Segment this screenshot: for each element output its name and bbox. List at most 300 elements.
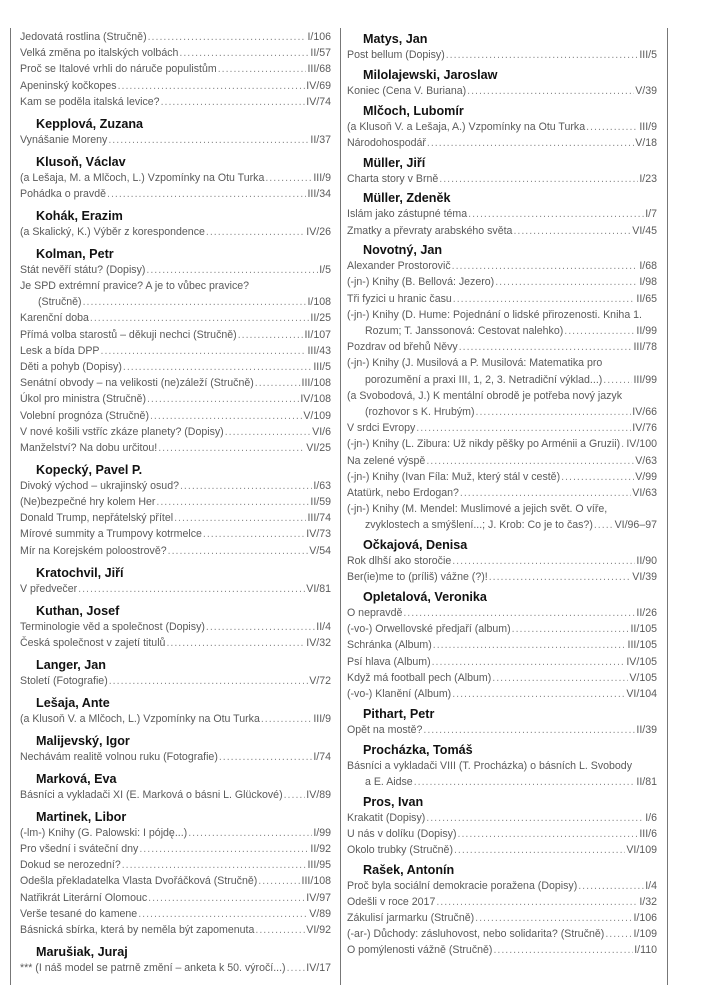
leader-dots xyxy=(179,45,309,61)
entry-title: Divoký východ – ukrajinský osud? xyxy=(20,479,179,492)
page-reference: I/98 xyxy=(639,276,657,289)
author-heading: Kopecký, Pavel P. xyxy=(36,462,143,477)
leader-dots xyxy=(158,440,305,456)
index-entry-line xyxy=(347,307,657,323)
entry-title: (a Klusoň V. a Mlčoch, L.) Vzpomínky na Otu Turka xyxy=(20,712,260,725)
page-reference: II/57 xyxy=(310,47,331,60)
leader-dots xyxy=(148,29,307,45)
index-entry-line xyxy=(347,670,657,686)
page-reference: VI/109 xyxy=(626,843,657,856)
leader-dots xyxy=(188,825,312,841)
index-entry-line xyxy=(347,926,657,942)
entry-title: (-vo-) Klanění (Album) xyxy=(347,687,452,700)
index-entry-line xyxy=(20,78,331,94)
index-entry-line xyxy=(20,170,331,186)
leader-dots xyxy=(206,619,315,635)
page-reference: III/5 xyxy=(313,361,331,373)
index-entry-line xyxy=(347,517,657,533)
index-entry-line xyxy=(20,825,331,841)
leader-dots xyxy=(453,291,636,307)
leader-dots xyxy=(403,605,635,621)
leader-dots xyxy=(452,553,635,569)
page-reference: IV/100 xyxy=(626,438,657,451)
index-entry-line xyxy=(347,388,657,404)
entry-title: a E. Aidse xyxy=(365,775,413,788)
leader-dots xyxy=(426,453,634,469)
index-entry-line xyxy=(20,526,331,542)
index-entry-line xyxy=(20,186,331,202)
author-heading: Procházka, Tomáš xyxy=(363,742,473,757)
index-entry-line xyxy=(347,553,657,569)
leader-dots xyxy=(605,926,632,942)
leader-dots xyxy=(218,61,307,77)
index-entry-line xyxy=(20,45,331,61)
entry-title: V nové košili vstříc zkáze planety? (Dopisy) xyxy=(20,425,224,438)
index-entry-line xyxy=(347,774,657,790)
entry-title: Když má football pech (Album) xyxy=(347,671,492,684)
page-reference: I/74 xyxy=(313,750,331,763)
entry-title: (-jn-) Knihy (M. Mendel: Muslimové a jejich svět. O víře, xyxy=(347,503,608,516)
entry-title: O pomýlenosti vážně (Stručně) xyxy=(347,944,493,957)
leader-dots xyxy=(564,323,635,339)
index-entry-line xyxy=(20,890,331,906)
index-entry-line xyxy=(20,278,331,294)
leader-dots xyxy=(427,135,634,151)
entry-title: Zmatky a převraty arabského světa xyxy=(347,224,513,237)
leader-dots xyxy=(107,186,306,202)
column-content xyxy=(340,28,667,959)
leader-dots xyxy=(203,526,305,542)
index-entry-line xyxy=(20,841,331,857)
entry-title: Pozdrav od břehů Něvy xyxy=(347,341,458,354)
index-entry-line xyxy=(347,686,657,702)
entry-title: Karenční doba xyxy=(20,312,89,325)
index-entry-line xyxy=(20,581,331,597)
index-entry-line xyxy=(20,619,331,635)
index-entry-line xyxy=(347,339,657,355)
entry-title: Schránka (Album) xyxy=(347,639,432,652)
entry-title: (Stručně) xyxy=(38,296,82,309)
entry-title: zvyklostech a smýšlení...; J. Krob: Co je to čas?) xyxy=(365,519,593,532)
page-reference: IV/76 xyxy=(632,422,657,435)
leader-dots xyxy=(139,841,309,857)
page-reference: VI/96–97 xyxy=(614,519,657,532)
index-entry-line xyxy=(20,906,331,922)
leader-dots xyxy=(122,857,307,873)
entry-title: Terminologie věd a společnost (Dopisy) xyxy=(20,620,205,633)
page-reference: II/92 xyxy=(310,842,331,855)
leader-dots xyxy=(161,94,306,110)
author-heading: Očkajová, Denisa xyxy=(363,538,468,553)
index-entry-line xyxy=(347,355,657,371)
page-reference: III/6 xyxy=(639,827,657,840)
leader-dots xyxy=(512,621,630,637)
entry-title: Alexander Prostorovič xyxy=(347,260,451,273)
author-heading: Pithart, Petr xyxy=(363,706,435,721)
leader-dots xyxy=(287,960,306,976)
index-entry-line xyxy=(20,494,331,510)
leader-dots xyxy=(495,274,638,290)
index-entry-line xyxy=(347,291,657,307)
entry-title: Básnická sbírka, která by neměla být zapomenuta xyxy=(20,923,255,936)
page-reference: III/9 xyxy=(313,712,331,725)
leader-dots xyxy=(83,294,307,310)
leader-dots xyxy=(150,408,302,424)
author-heading: Kepplová, Zuzana xyxy=(36,116,144,131)
index-entry-line xyxy=(347,758,657,774)
leader-dots xyxy=(146,262,318,278)
entry-title: (-jn-) Knihy (D. Hume: Pojednání o lidské přirozenosti. Kniha 1. xyxy=(347,308,642,321)
entry-title: Odešli v roce 2017 xyxy=(347,895,436,908)
page-reference: V/39 xyxy=(635,84,657,97)
entry-title: Rok dlhší ako storočie xyxy=(347,555,452,568)
page-reference: I/106 xyxy=(633,912,657,925)
index-entry-line xyxy=(20,132,331,148)
entry-title: Básníci a vykladači XI (E. Marková o básni L. Glückové) xyxy=(20,788,283,801)
index-entry-line xyxy=(20,294,331,310)
index-entry-line xyxy=(347,826,657,842)
entry-title: Kam se poděla italská levice? xyxy=(20,95,160,108)
index-entry-line xyxy=(20,375,331,391)
index-entry-line xyxy=(20,749,331,765)
leader-dots xyxy=(255,375,301,391)
index-entry-line xyxy=(20,673,331,689)
page-reference: VI/63 xyxy=(632,486,657,499)
index-entry-line xyxy=(20,922,331,938)
page-reference: II/26 xyxy=(636,607,657,620)
page-reference: I/68 xyxy=(639,260,657,273)
page-reference: III/105 xyxy=(627,639,657,652)
index-entry-line xyxy=(347,135,657,151)
page-reference: I/7 xyxy=(645,208,657,221)
leader-dots xyxy=(168,543,309,559)
page-reference: III/5 xyxy=(639,49,657,61)
page-reference: V/109 xyxy=(303,409,331,422)
page-reference: I/5 xyxy=(319,263,331,276)
entry-title: Donald Trump, nepřátelský přítel xyxy=(20,512,174,525)
entry-title: Zákulisí jarmarku (Stručně) xyxy=(347,912,475,925)
page-reference: III/68 xyxy=(307,63,331,76)
leader-dots xyxy=(414,774,636,790)
leader-dots xyxy=(476,404,632,420)
page-reference: IV/69 xyxy=(306,79,331,92)
entry-title: (-jn-) Knihy (B. Bellová: Jezero) xyxy=(347,276,495,289)
leader-dots xyxy=(446,47,639,63)
entry-title: (-lm-) Knihy (G. Palowski: I pójdę...) xyxy=(20,826,188,839)
entry-title: Mírové summity a Trumpovy kotrmelce xyxy=(20,528,202,541)
index-entry-line xyxy=(20,510,331,526)
index-entry-line xyxy=(20,224,331,240)
leader-dots xyxy=(467,83,634,99)
index-entry-line xyxy=(347,436,657,452)
leader-dots xyxy=(255,922,305,938)
entry-title: (rozhovor s K. Hrubým) xyxy=(365,405,475,418)
entry-title: (-vo-) Orwellovské předjaří (album) xyxy=(347,623,511,636)
leader-dots xyxy=(225,424,311,440)
index-entry-line xyxy=(347,637,657,653)
leader-dots xyxy=(475,910,632,926)
entry-title: Vynášanie Moreny xyxy=(20,133,108,146)
entry-title: Velká změna po italských volbách xyxy=(20,47,179,60)
leader-dots xyxy=(265,170,312,186)
index-entry-line xyxy=(347,323,657,339)
entry-title: (-jn-) Knihy (J. Musilová a P. Musilová: Matematika pro xyxy=(347,357,603,370)
page-reference: II/90 xyxy=(636,555,657,568)
entry-title: Století (Fotografie) xyxy=(20,674,108,687)
leader-dots xyxy=(156,494,309,510)
page-reference: IV/97 xyxy=(306,891,331,904)
index-entry-line xyxy=(347,878,657,894)
entry-title: Volební prognóza (Stručně) xyxy=(20,409,149,422)
entry-title: Česká společnost v zajetí titulů xyxy=(20,636,166,649)
index-entry-line xyxy=(347,420,657,436)
page-reference: I/4 xyxy=(645,879,657,892)
index-entry-line xyxy=(347,171,657,187)
entry-title: Opět na mostě? xyxy=(347,723,423,736)
author-heading: Kohák, Erazim xyxy=(36,208,123,223)
entry-title: *** (I náš model se patrně změní – anketa k 50. výročí...) xyxy=(20,961,286,974)
leader-dots xyxy=(118,78,306,94)
entry-title: V srdci Evropy xyxy=(347,422,416,435)
entry-title: Na zelené výspě xyxy=(347,454,426,467)
page-reference: IV/26 xyxy=(306,225,331,238)
index-entry-line xyxy=(347,258,657,274)
page-reference: VI/92 xyxy=(306,923,331,936)
page-reference: II/105 xyxy=(630,623,657,636)
leader-dots xyxy=(166,635,305,651)
page-reference: III/34 xyxy=(307,187,331,200)
page-reference: II/39 xyxy=(636,723,657,736)
entry-title: (-ar-) Důchody: zásluhovost, nebo solidarita? (Stručně) xyxy=(347,928,605,941)
page-reference: V/63 xyxy=(635,454,657,467)
index-entry-line xyxy=(20,262,331,278)
index-entry-line xyxy=(347,469,657,485)
page-reference: VI/6 xyxy=(312,425,331,438)
leader-dots xyxy=(432,654,626,670)
entry-title: Jedovatá rostlina (Stručně) xyxy=(20,31,147,43)
entry-title: Stát nevěří státu? (Dopisy) xyxy=(20,263,146,276)
leader-dots xyxy=(219,749,312,765)
leader-dots xyxy=(439,171,638,187)
leader-dots xyxy=(458,826,639,842)
leader-dots xyxy=(452,258,639,274)
author-heading: Pros, Ivan xyxy=(363,794,424,809)
entry-title: (a Klusoň V. a Lešaja, A.) Vzpomínky na Otu Turka xyxy=(347,120,586,133)
author-heading: Opletalová, Veronika xyxy=(363,590,487,605)
author-heading: Marková, Eva xyxy=(36,771,117,786)
entry-title: Tři fyzici u hranic času xyxy=(347,292,452,305)
entry-title: Lesk a bída DPP xyxy=(20,344,100,357)
entry-title: (-jn-) Knihy (Ivan Fíla: Muž, který stál v cestě) xyxy=(347,470,561,483)
page-reference: IV/89 xyxy=(306,788,331,801)
page-reference: III/9 xyxy=(639,120,657,133)
author-heading: Malijevský, Igor xyxy=(36,733,130,748)
index-entry-line xyxy=(20,310,331,326)
author-heading: Matys, Jan xyxy=(363,32,428,46)
page-reference: VI/81 xyxy=(306,582,331,595)
leader-dots xyxy=(423,722,635,738)
page-reference: V/89 xyxy=(309,907,331,920)
index-entry-line xyxy=(20,408,331,424)
index-entry-line xyxy=(347,942,657,958)
entry-title: Apeninský kočkopes xyxy=(20,79,117,92)
page-reference: I/106 xyxy=(307,31,331,43)
leader-dots xyxy=(460,485,631,501)
index-entry-line xyxy=(347,206,657,222)
page-reference: II/81 xyxy=(636,775,657,788)
index-entry-line xyxy=(347,83,657,99)
index-entry-line xyxy=(20,391,331,407)
page-reference: I/110 xyxy=(634,944,657,957)
leader-dots xyxy=(416,420,631,436)
entry-title: Děti a pohyb (Dopisy) xyxy=(20,361,122,373)
author-heading: Kolman, Petr xyxy=(36,246,114,261)
page-reference: V/54 xyxy=(309,544,331,557)
entry-title: Atatürk, nebo Erdogan? xyxy=(347,486,459,499)
entry-title: Dokud se nerozední? xyxy=(20,859,121,872)
entry-title: Manželství? Na dobu určitou! xyxy=(20,441,158,454)
page-reference: V/99 xyxy=(635,470,657,483)
author-heading: Kuthan, Josef xyxy=(36,603,120,618)
entry-title: Psí hlava (Album) xyxy=(347,655,431,668)
author-heading: Milolajewski, Jaroslaw xyxy=(363,67,498,82)
page-reference: IV/66 xyxy=(632,405,657,418)
page-reference: I/23 xyxy=(639,172,657,185)
page-reference: IV/17 xyxy=(306,961,331,974)
entry-title: Proč se Italové vrhli do náruče populistům xyxy=(20,63,217,76)
page-reference: VI/25 xyxy=(306,441,331,454)
page-reference: III/9 xyxy=(313,171,331,184)
leader-dots xyxy=(101,343,307,359)
page-reference: VI/45 xyxy=(632,224,657,237)
leader-dots xyxy=(206,224,305,240)
leader-dots xyxy=(138,906,308,922)
entry-title: Pohádka o pravdě xyxy=(20,187,106,200)
index-entry-line xyxy=(347,810,657,826)
entry-title: Rozum; T. Janssonová: Cestovat nalehko) xyxy=(365,325,564,338)
index-entry-line xyxy=(20,857,331,873)
leader-dots xyxy=(284,787,306,803)
page-reference: III/108 xyxy=(301,875,331,888)
leader-dots xyxy=(621,436,625,452)
leader-dots xyxy=(78,581,305,597)
entry-title: Odešla překladatelka Vlasta Dvořáčková (Stručně) xyxy=(20,875,258,888)
index-entry-line xyxy=(20,635,331,651)
leader-dots xyxy=(174,510,306,526)
leader-dots xyxy=(238,327,304,343)
page-reference: II/99 xyxy=(636,325,657,338)
entry-title: (Ne)bezpečné hry kolem Her xyxy=(20,496,156,509)
index-entry-line xyxy=(347,274,657,290)
page-reference: III/74 xyxy=(307,512,331,525)
entry-title: Proč byla sociální demokracie poražena (Dopisy) xyxy=(347,879,578,892)
page-reference: III/43 xyxy=(307,344,331,357)
page-reference: II/4 xyxy=(316,620,331,633)
entry-title: (a Svobodová, J.) K mentální obrodě je potřeba nový jazyk xyxy=(347,389,623,402)
page-reference: I/108 xyxy=(307,296,331,309)
leader-dots xyxy=(452,686,625,702)
entry-title: Přímá volba starostů – děkuji nechci (Stručně) xyxy=(20,328,237,341)
index-entry-line xyxy=(347,910,657,926)
index-entry-line xyxy=(347,404,657,420)
page-reference: IV/73 xyxy=(306,528,331,541)
leader-dots xyxy=(468,206,644,222)
index-column-left xyxy=(10,28,341,985)
leader-dots xyxy=(493,942,633,958)
index-entry-line xyxy=(347,894,657,910)
page-reference: IV/74 xyxy=(306,95,331,108)
entry-title: Národohospodář xyxy=(347,136,426,149)
entry-title: Nechávám realitě volnou ruku (Fotografie) xyxy=(20,750,218,763)
leader-dots xyxy=(148,890,305,906)
entry-title: U nás v dolíku (Dopisy) xyxy=(347,827,457,840)
page-reference: I/6 xyxy=(645,811,657,824)
author-heading: Mlčoch, Lubomír xyxy=(363,103,464,118)
index-entry-line xyxy=(347,119,657,135)
leader-dots xyxy=(90,310,309,326)
page-reference: II/107 xyxy=(304,328,331,341)
leader-dots xyxy=(123,359,312,375)
leader-dots xyxy=(489,569,632,585)
entry-title: (-jn-) Knihy (L. Zibura: Už nikdy pěšky po Arménii a Gruzii) xyxy=(347,438,621,451)
entry-title: Natřikrát Literární Olomouc xyxy=(20,891,148,904)
index-entry-line xyxy=(347,654,657,670)
index-entry-line xyxy=(20,424,331,440)
leader-dots xyxy=(459,339,633,355)
index-entry-line xyxy=(20,478,331,494)
index-entry-line xyxy=(20,343,331,359)
index-entry-line xyxy=(347,569,657,585)
entry-title: Islám jako zástupné téma xyxy=(347,208,468,221)
page-reference: II/65 xyxy=(636,292,657,305)
entry-title: Ber(ie)me to (príliš) vážne (?)! xyxy=(347,571,488,584)
entry-title: Pro všední i sváteční dny xyxy=(20,842,139,855)
author-heading: Langer, Jan xyxy=(36,657,106,672)
index-entry-line xyxy=(20,543,331,559)
entry-title: Verše tesané do kamene xyxy=(20,907,138,920)
page-reference: II/37 xyxy=(310,133,331,146)
leader-dots xyxy=(261,711,312,727)
leader-dots xyxy=(147,391,299,407)
author-heading: Kratochvil, Jiří xyxy=(36,565,124,580)
author-heading: Rašek, Antonín xyxy=(363,862,455,877)
page-reference: II/25 xyxy=(310,312,331,325)
entry-title: Koniec (Cena V. Buriana) xyxy=(347,84,467,97)
leader-dots xyxy=(603,372,632,388)
entry-title: Post bellum (Dopisy) xyxy=(347,49,445,61)
index-entry-line xyxy=(347,485,657,501)
leader-dots xyxy=(109,673,308,689)
author-heading: Müller, Jiří xyxy=(363,155,426,170)
index-entry-line xyxy=(20,29,331,45)
leader-dots xyxy=(426,810,644,826)
page-reference: IV/105 xyxy=(626,655,657,668)
leader-dots xyxy=(433,637,627,653)
leader-dots xyxy=(578,878,644,894)
index-entry-line xyxy=(20,711,331,727)
entry-title: Krakatit (Dopisy) xyxy=(347,811,426,824)
page-reference: III/99 xyxy=(633,373,657,386)
page-reference: IV/108 xyxy=(300,393,331,406)
leader-dots xyxy=(492,670,628,686)
page-reference: I/32 xyxy=(639,895,657,908)
entry-title: (a Skalický, K.) Výběr z korespondence xyxy=(20,225,205,238)
index-entry-line xyxy=(347,621,657,637)
leader-dots xyxy=(561,469,634,485)
leader-dots xyxy=(454,842,625,858)
author-heading: Novotný, Jan xyxy=(363,243,443,258)
page-reference: V/18 xyxy=(635,136,657,149)
